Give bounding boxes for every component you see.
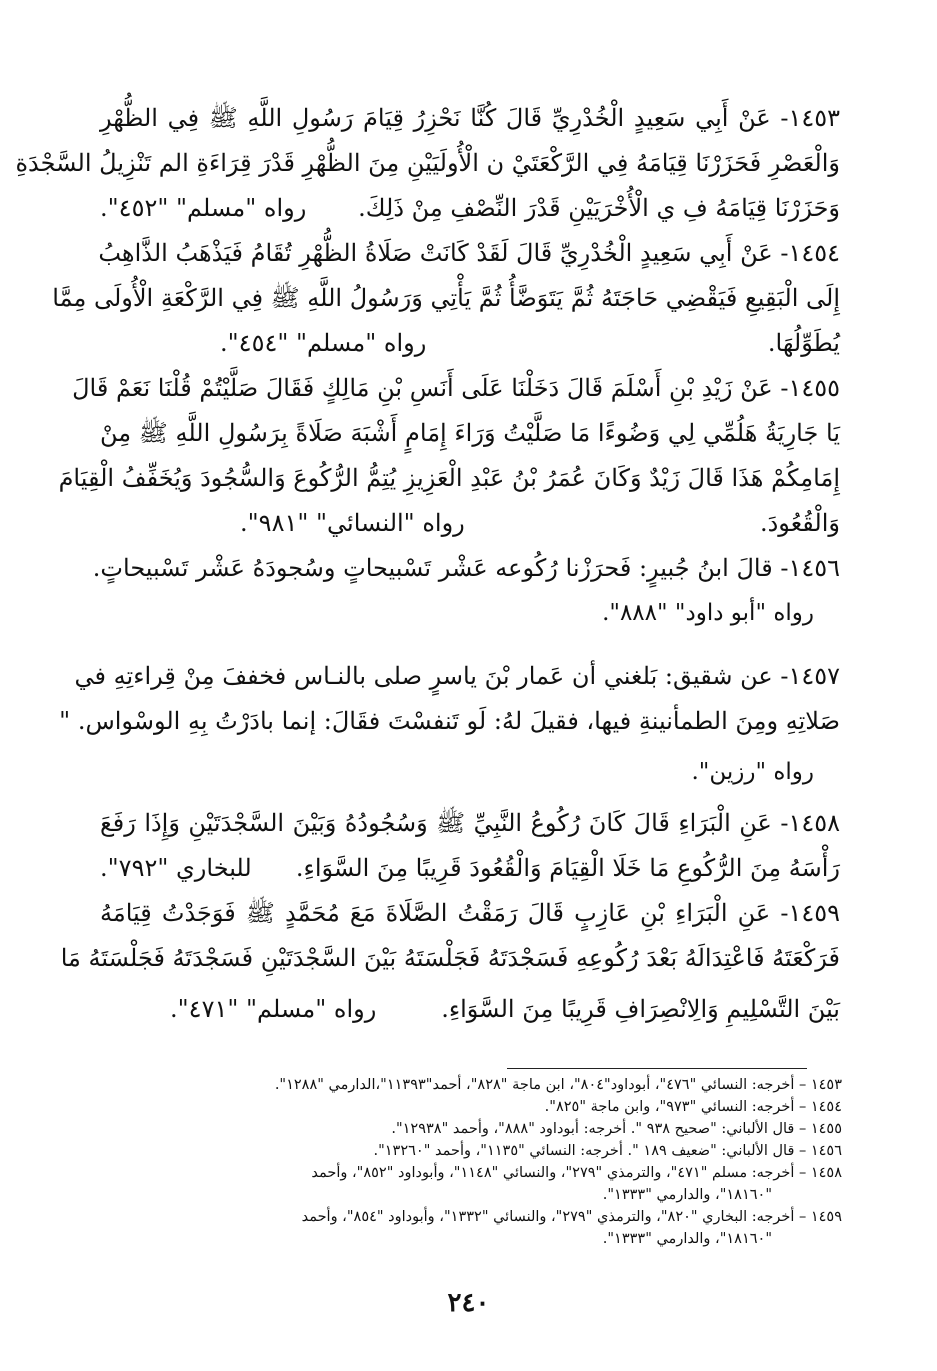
hadith-reference: رواه "مسلم" "٤٥٢". — [100, 194, 307, 222]
hadith-line — [100, 321, 840, 366]
hadith-line: ١٤٥٣- عَنْ أَبِي سَعِيدٍ الْخُدْرِيِّ قَالَ كُنَّا نَحْزِرُ قِيَامَ رَسُولِ اللَّهِ ﷺ فِي الظُّهْرِ — [100, 104, 840, 132]
hadith-reference: رواه "مسلم" "٤٧١". — [170, 995, 377, 1023]
hadith-line: ١٤٥٨- عَنِ الْبَرَاءِ قَالَ كَانَ رُكُوعُ النَّبِيِّ ﷺ وَسُجُودُهُ وَبَيْنَ السَّجْدَتَيْنِ وَإِذَا رَفَعَ — [100, 809, 840, 837]
hadith-line: ١٤٥٤- عَنْ أَبِي سَعِيدٍ الْخُدْرِيِّ قَالَ لَقَدْ كَانَتْ صَلَاةُ الظُّهْرِ تُقَامُ فَيَذْهَبُ الذَّاهِبُ — [98, 239, 840, 267]
page-number: ٢٤٠ — [447, 1288, 490, 1318]
hadith-line: يَا جَارِيَةُ هَلُمِّي لِي وَضُوءًا مَا صَلَّيْتُ وَرَاءَ إِمَامٍ أَشْبَهَ صَلَاةً بِرَسُولِ اللَّهِ ﷺ مِنْ — [100, 419, 840, 447]
footnote: ١٤٥٥ – قال الألباني: "صحيح ٩٣٨ ". أخرجه: أبوداود "٨٨٨"، وأحمد "١٢٩٣٨". — [391, 1121, 842, 1137]
hadith-1456 — [92, 546, 840, 636]
hadith-line: ١٤٥٩- عَنِ الْبَرَاءِ بْنِ عَازِبٍ قَالَ رَمَقْتُ الصَّلَاةَ مَعَ مُحَمَّدٍ ﷺ فَوَجَدْتُ قِيَامَهُ — [100, 899, 840, 927]
hadith-reference: رواه "أبو داود" "٨٨٨". — [602, 600, 814, 626]
hadith-1454 — [52, 231, 840, 366]
hadith-reference: للبخاري "٧٩٢". — [100, 854, 252, 882]
hadith-line: ١٤٥٧- عن شقيق: بَلغني أن عَمار بْنَ ياسرٍ صلى بالنـاس فخففَ مِنْ قِراءتِهِ في — [74, 662, 840, 690]
hadith-line — [100, 501, 840, 546]
hadith-line — [100, 987, 840, 1032]
hadith-line: إِمَامِكُمْ هَذَا قَالَ زَيْدٌ وَكَانَ عُمَرُ بْنُ عَبْدِ الْعَزِيزِ يُتِمُّ الرُّكُوعَ وَالسُّجُودَ وَيُخَفِّفُ الْقِيَامَ — [58, 464, 840, 492]
hadith-reference: رواه "رزين". — [691, 759, 814, 785]
hadith-1455 — [58, 366, 840, 546]
footnote-continuation: "١٨١٦٠"، والدارمي "١٣٣٣". — [602, 1187, 772, 1203]
footnote: ١٤٥٩ – أخرجه: البخاري "٨٢٠"، والترمذي "٢٧٩"، والنسائي "١٣٣٢"، وأبوداود "٨٥٤"، وأحمد — [301, 1209, 842, 1225]
hadith-line: وَالْعَصْرِ فَحَزَرْنَا قِيَامَهُ فِي الرَّكْعَتَيْ ن الْأُولَيَيْنِ مِنَ الظُّهْرِ قَدْرَ قِرَاءَةِ الم تَنْزِيلُ السَّجْدَةِ — [15, 149, 840, 177]
hadith-line-text: بَيْنَ التَّسْلِيمِ وَالِانْصِرَافِ قَرِيبًا مِنَ السَّوَاءِ. — [441, 995, 840, 1023]
footnote: ١٤٥٨ – أخرجه: مسلم "٤٧١"، والترمذي "٢٧٩"، والنسائي "١١٤٨"، وأبوداود "٨٥٢"، وأحمد — [311, 1165, 842, 1181]
footnote-continuation: "١٨١٦٠"، والدارمي "١٣٣٣". — [602, 1231, 772, 1247]
hadith-line: إِلَى الْبَقِيعِ فَيَقْضِي حَاجَتَهُ ثُمَّ يَتَوَضَّأُ ثُمَّ يَأْتِي وَرَسُولُ اللَّهِ ﷺ فِي الرَّكْعَةِ الْأُولَى مِمَّا — [52, 284, 840, 312]
footnote-divider — [507, 1068, 807, 1069]
hadith-reference: رواه "النسائي" "٩٨١". — [240, 509, 465, 537]
hadith-line: صَلاتِهِ ومِنَ الطمأنينةِ فيها، فقيلَ لهُ: لَو تَنفسْتَ فقَالَ: إنما بادَرْتُ بِهِ الوسْواس. " — [59, 707, 840, 735]
footnote: ١٤٥٤ – أخرجه: النسائي "٩٧٣"، وابن ماجة "٨٢٥". — [544, 1099, 842, 1115]
hadith-body — [15, 96, 840, 1032]
hadith-line-text: رَأْسَهُ مِنَ الرُّكُوعِ مَا خَلَا الْقِيَامَ وَالْقُعُودَ قَرِيبًا مِنَ السَّوَاءِ. — [295, 854, 840, 882]
hadith-line — [100, 846, 840, 891]
footnote: ١٤٥٣ – أخرجه: النسائي "٤٧٦"، أبوداود"٨٠٤"، ابن ماجة "٨٢٨"، أحمد"١١٣٩٣"،الدارمي "١٢٨٨". — [274, 1077, 842, 1093]
footnotes — [132, 1074, 842, 1250]
hadith-reference: رواه "مسلم" "٤٥٤". — [220, 329, 427, 357]
spacer — [100, 636, 840, 654]
hadith-1458 — [100, 801, 840, 891]
footnote: ١٤٥٦ – قال الألباني: "ضعيف ١٨٩ ". أخرجه: النسائي "١١٣٥"، وأحمد "١٣٢٦٠". — [373, 1143, 842, 1159]
hadith-line-text: وَحَزَرْنَا قِيَامَهُ فِ ي الْأُخْرَيَيْنِ قَدْرَ النِّصْفِ مِنْ ذَلِكَ. — [358, 194, 840, 222]
hadith-line-text: يُطَوِّلُهَا. — [767, 329, 840, 357]
hadith-line: فَرَكْعَتَهُ فَاعْتِدَالَهُ بَعْدَ رُكُوعِهِ فَسَجْدَتَهُ فَجَلْسَتَهُ بَيْنَ السَّجْدَتَيْنِ فَسَجْدَتَهُ فَجَلْسَتَهُ مَا — [60, 944, 840, 972]
hadith-1453 — [15, 96, 840, 231]
hadith-line: ١٤٥٦- قالَ ابنُ جُبيرٍ: فَحرَزْنا رُكُوعه عَشْر تَسْبيحاتٍ وسُجودَهُ عَشْر تَسْبيحاتٍ. — [92, 554, 840, 582]
hadith-1457 — [59, 654, 840, 795]
hadith-1459 — [60, 891, 840, 1032]
hadith-line: ١٤٥٥- عَنْ زَيْدِ بْنِ أَسْلَمَ قَالَ دَخَلْنَا عَلَى أَنَسِ بْنِ مَالِكٍ فَقَالَ صَلَّيْتُمْ قُلْنَا نَعَمْ قَالَ — [72, 374, 840, 402]
hadith-line — [100, 186, 840, 231]
hadith-line-text: وَالْقُعُودَ. — [759, 509, 840, 537]
